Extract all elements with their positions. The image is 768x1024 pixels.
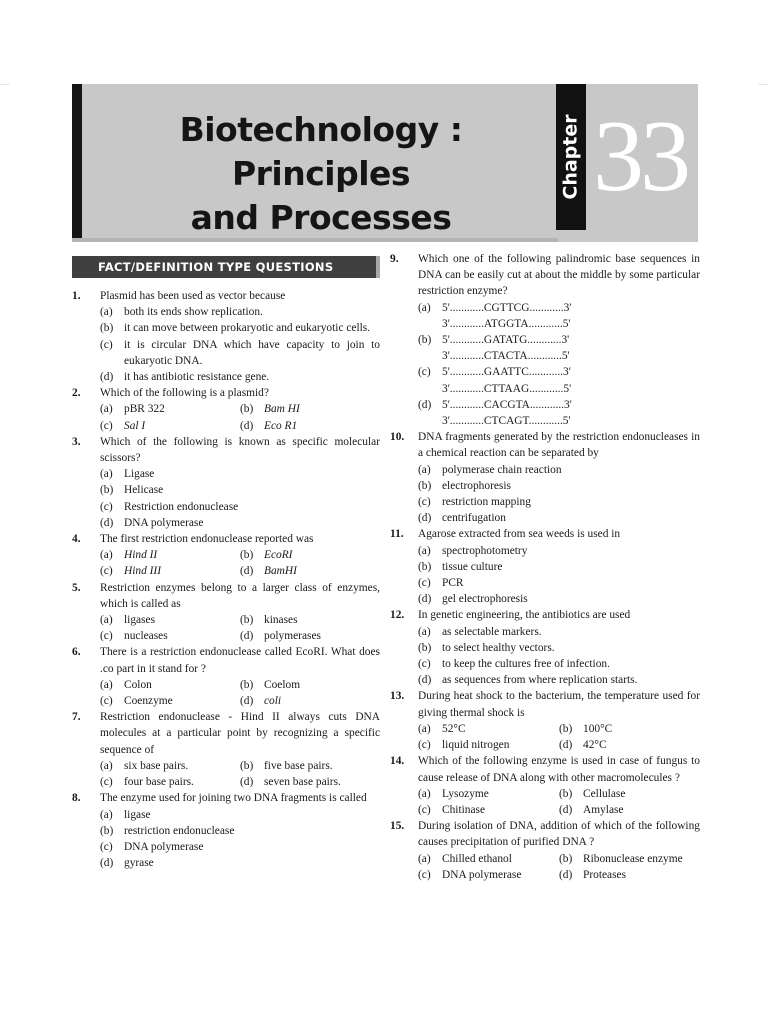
option-label: (b) xyxy=(100,484,114,497)
option-text: Sal I xyxy=(124,419,146,432)
option-label: (a) xyxy=(100,468,113,481)
option xyxy=(418,543,700,559)
option-strand xyxy=(442,413,700,429)
option xyxy=(100,823,380,839)
option xyxy=(100,337,380,369)
option xyxy=(418,510,700,526)
option-label: (b) xyxy=(418,334,432,347)
question-14 xyxy=(390,753,700,785)
option-text: Coelom xyxy=(264,678,301,691)
option-text: spectrophotometry xyxy=(442,544,528,557)
option-label: (b) xyxy=(240,403,254,416)
question-6 xyxy=(72,644,380,676)
option-text: 42°C xyxy=(583,739,607,752)
option xyxy=(100,774,240,790)
option-text: polymerase chain reaction xyxy=(442,463,562,476)
option xyxy=(240,628,380,644)
section-heading-tail xyxy=(376,256,380,278)
option-label: (a) xyxy=(418,544,431,557)
question-13 xyxy=(390,688,700,720)
option xyxy=(240,693,380,709)
question-text: In genetic engineering, the antibiotics are used xyxy=(418,609,631,622)
option-label: (b) xyxy=(418,560,432,573)
option xyxy=(559,721,700,737)
option-label: (a) xyxy=(418,787,431,800)
option xyxy=(240,774,380,790)
option xyxy=(100,628,240,644)
option-text: centrifugation xyxy=(442,512,506,525)
option-label: (b) xyxy=(240,678,254,691)
option-text: Bam HI xyxy=(264,403,300,416)
question-2-options xyxy=(72,401,380,433)
option xyxy=(418,364,700,380)
option xyxy=(100,839,380,855)
question-number: 11. xyxy=(390,528,404,541)
option xyxy=(418,300,700,316)
question-15 xyxy=(390,818,700,850)
question-11 xyxy=(390,526,700,542)
option-label: (c) xyxy=(100,630,113,643)
question-12 xyxy=(390,607,700,623)
option-label: (b) xyxy=(100,322,114,335)
option-text: seven base pairs. xyxy=(264,776,341,789)
option-label: (a) xyxy=(418,852,431,865)
option xyxy=(418,802,559,818)
option-label: (b) xyxy=(559,787,573,800)
option-label: (d) xyxy=(240,565,254,578)
option xyxy=(418,397,700,413)
option-label: (a) xyxy=(100,759,113,772)
option-label: (d) xyxy=(240,695,254,708)
option-text: EcoRI xyxy=(264,549,293,562)
question-5 xyxy=(72,580,380,612)
chapter-number: 33 xyxy=(593,100,687,213)
question-1-options xyxy=(72,304,380,385)
option-text: Helicase xyxy=(124,484,164,497)
option-label: (d) xyxy=(418,593,432,606)
option xyxy=(100,758,240,774)
question-4 xyxy=(72,531,380,547)
option-text: 100°C xyxy=(583,722,613,735)
option xyxy=(418,559,700,575)
option-label: (d) xyxy=(559,739,573,752)
option-label: (b) xyxy=(559,852,573,865)
option xyxy=(418,640,700,656)
chapter-label-text: Chapter xyxy=(560,114,583,200)
option-text: electrophoresis xyxy=(442,479,511,492)
option-text: Hind II xyxy=(124,549,158,562)
option xyxy=(418,624,700,640)
question-number: 13. xyxy=(390,690,405,703)
option-text: to select healthy vectors. xyxy=(442,641,555,654)
question-text: Restriction enzymes belong to a larger class of enzymes, which is called as xyxy=(100,581,380,610)
option xyxy=(100,499,380,515)
option-text: kinases xyxy=(264,614,298,627)
question-7-options xyxy=(72,758,380,790)
option xyxy=(418,721,559,737)
option-text: four base pairs. xyxy=(124,776,194,789)
left-column xyxy=(72,288,380,871)
option-label: (c) xyxy=(418,658,431,671)
sequence-strand: 5'............CGTTCG............3' xyxy=(442,301,572,314)
option xyxy=(418,462,700,478)
option xyxy=(418,494,700,510)
option-label: (a) xyxy=(418,625,431,638)
option-label: (c) xyxy=(100,776,113,789)
option-label: (b) xyxy=(100,824,114,837)
question-1 xyxy=(72,288,380,304)
question-text: During isolation of DNA, addition of which of the following causes precipitation of purified DNA ? xyxy=(418,820,700,849)
question-10 xyxy=(390,429,700,461)
question-text: Which of the following is a plasmid? xyxy=(100,387,269,400)
option-text: tissue culture xyxy=(442,560,503,573)
option-strand xyxy=(442,381,700,397)
option xyxy=(240,418,380,434)
option xyxy=(240,547,380,563)
option xyxy=(418,786,559,802)
option-text: Eco R1 xyxy=(264,419,298,432)
option xyxy=(100,482,380,498)
question-14-options xyxy=(390,786,700,818)
question-9 xyxy=(390,251,700,300)
question-text: The first restriction endonuclease reported was xyxy=(100,533,314,546)
option-label: (a) xyxy=(418,722,431,735)
option-text: both its ends show replication. xyxy=(124,306,263,319)
option xyxy=(100,515,380,531)
option xyxy=(418,851,559,867)
option xyxy=(559,786,700,802)
option-text: Restriction endonuclease xyxy=(124,500,239,513)
section-heading: FACT/DEFINITION TYPE QUESTIONS xyxy=(72,256,376,278)
option-text: as selectable markers. xyxy=(442,625,542,638)
option xyxy=(100,320,380,336)
question-number: 5. xyxy=(72,581,81,594)
option-text: PCR xyxy=(442,577,464,590)
question-number: 7. xyxy=(72,711,81,724)
option xyxy=(100,418,240,434)
option-text: 52°C xyxy=(442,722,466,735)
option-text: BamHI xyxy=(264,565,297,578)
option-text: gel electrophoresis xyxy=(442,593,528,606)
question-text: DNA fragments generated by the restriction endonucleases in a chemical reaction can be separated by xyxy=(418,431,700,460)
question-text: Which of the following enzyme is used in case of fungus to cause release of DNA along with other macromolecules ? xyxy=(418,755,700,784)
question-10-options xyxy=(390,462,700,527)
question-number: 14. xyxy=(390,755,405,768)
option-text: gyrase xyxy=(124,857,154,870)
option-text: ligases xyxy=(124,614,156,627)
option xyxy=(240,758,380,774)
option xyxy=(100,304,380,320)
question-6-options xyxy=(72,677,380,709)
header-left-bar xyxy=(72,84,82,242)
option xyxy=(240,401,380,417)
option xyxy=(559,867,700,883)
question-3-options xyxy=(72,466,380,531)
option-text: DNA polymerase xyxy=(442,868,522,881)
option-text: coli xyxy=(264,695,282,708)
question-number: 10. xyxy=(390,431,405,444)
option-label: (c) xyxy=(418,803,431,816)
option-label: (d) xyxy=(559,868,573,881)
question-number: 15. xyxy=(390,820,405,833)
option-text: Proteases xyxy=(583,868,627,881)
option-label: (d) xyxy=(559,803,573,816)
option-label: (d) xyxy=(240,776,254,789)
option-text: nucleases xyxy=(124,630,168,643)
option-label: (b) xyxy=(240,549,254,562)
question-text: Which one of the following palindromic base sequences in DNA can be easily cut at about the middle by some particular restriction enzyme? xyxy=(418,253,700,298)
option xyxy=(100,807,380,823)
option-text: to keep the cultures free of infection. xyxy=(442,658,610,671)
option xyxy=(240,677,380,693)
option-text: Colon xyxy=(124,678,152,691)
option-label: (c) xyxy=(100,500,113,513)
question-text: The enzyme used for joining two DNA fragments is called xyxy=(100,792,367,805)
chapter-title-line-2: and Processes xyxy=(190,198,452,237)
option xyxy=(240,612,380,628)
option-label: (d) xyxy=(100,516,114,529)
option-label: (d) xyxy=(418,512,432,525)
question-4-options xyxy=(72,547,380,579)
option-text: Hind III xyxy=(124,565,162,578)
option-label: (c) xyxy=(100,419,113,432)
option-label: (c) xyxy=(418,868,431,881)
option-label: (c) xyxy=(418,496,431,509)
option xyxy=(100,693,240,709)
option-text: DNA polymerase xyxy=(124,840,204,853)
option-text: Coenzyme xyxy=(124,695,173,708)
option-text: it can move between prokaryotic and eukaryotic cells. xyxy=(124,322,371,335)
option-text: liquid nitrogen xyxy=(442,739,510,752)
option-text: Cellulase xyxy=(583,787,626,800)
question-5-options xyxy=(72,612,380,644)
option-label: (b) xyxy=(418,641,432,654)
question-12-options xyxy=(390,624,700,689)
sequence-strand: 5'............GAATTC............3' xyxy=(442,366,571,379)
option-text: it has antibiotic resistance gene. xyxy=(124,371,270,384)
sequence-strand: 3'............CTACTA............5' xyxy=(442,350,570,363)
option-text: five base pairs. xyxy=(264,759,333,772)
question-text: During heat shock to the bacterium, the temperature used for giving thermal shock is xyxy=(418,690,700,719)
question-text: Plasmid has been used as vector because xyxy=(100,290,286,302)
option xyxy=(418,672,700,688)
option-label: (a) xyxy=(100,678,113,691)
option-text: as sequences from where replication starts. xyxy=(442,674,638,687)
option-label: (b) xyxy=(240,614,254,627)
option-label: (a) xyxy=(100,549,113,562)
question-2 xyxy=(72,385,380,401)
question-11-options xyxy=(390,543,700,608)
option-label: (a) xyxy=(100,614,113,627)
question-7 xyxy=(72,709,380,758)
sequence-strand: 3'............CTTAAG............5' xyxy=(442,382,572,395)
option-label: (d) xyxy=(240,419,254,432)
question-number: 2. xyxy=(72,387,81,400)
option xyxy=(100,369,380,385)
question-text: Which of the following is known as specific molecular scissors? xyxy=(100,435,380,465)
sequence-strand: 5'............CACGTA............3' xyxy=(442,398,572,411)
option xyxy=(100,401,240,417)
option-text: Chitinase xyxy=(442,803,486,816)
option-label: (c) xyxy=(100,840,113,853)
option xyxy=(559,802,700,818)
option-text: Ligase xyxy=(124,468,155,481)
sequence-strand: 5'............GATATG............3' xyxy=(442,334,570,347)
option-label: (a) xyxy=(100,306,113,319)
question-number: 3. xyxy=(72,435,81,448)
question-number: 6. xyxy=(72,646,81,659)
option xyxy=(100,547,240,563)
sequence-strand: 3'............ATGGTA............5' xyxy=(442,317,571,330)
option xyxy=(418,656,700,672)
question-text: There is a restriction endonuclease called EcoRI. What does .co part in it stand for ? xyxy=(100,646,380,675)
option-label: (d) xyxy=(100,857,114,870)
chapter-title-line-1: Biotechnology : Principles xyxy=(179,110,463,193)
option-strand xyxy=(442,348,700,364)
option xyxy=(559,851,700,867)
sequence-strand: 3'............CTCAGT............5' xyxy=(442,415,571,428)
option-label: (d) xyxy=(100,371,114,384)
option-text: restriction mapping xyxy=(442,496,531,509)
option-label: (c) xyxy=(100,338,113,351)
option xyxy=(100,466,380,482)
option-label: (c) xyxy=(418,739,431,752)
option-label: (d) xyxy=(418,674,432,687)
option-label: (c) xyxy=(418,577,431,590)
option xyxy=(418,591,700,607)
option-text: DNA polymerase xyxy=(124,516,204,529)
option-text: polymerases xyxy=(264,630,321,643)
option xyxy=(100,677,240,693)
option-label: (b) xyxy=(418,479,432,492)
chapter-title xyxy=(96,108,546,240)
option-text: Lysozyme xyxy=(442,787,489,800)
option-label: (d) xyxy=(240,630,254,643)
option-label: (d) xyxy=(418,398,432,411)
option-text: Chilled ethanol xyxy=(442,852,512,865)
option xyxy=(418,478,700,494)
option-label: (c) xyxy=(100,565,113,578)
question-number: 4. xyxy=(72,533,81,546)
question-text: Restriction endonuclease - Hind II always cuts DNA molecules at a particular point by recognizing a specific sequence of xyxy=(100,711,380,756)
option xyxy=(240,563,380,579)
option-label: (c) xyxy=(418,366,431,379)
option xyxy=(418,737,559,753)
option-label: (b) xyxy=(240,759,254,772)
question-number: 1. xyxy=(72,290,81,302)
option xyxy=(100,855,380,871)
option-text: restriction endonuclease xyxy=(124,824,235,837)
question-number: 8. xyxy=(72,792,81,805)
option xyxy=(418,332,700,348)
option-label: (a) xyxy=(418,301,431,314)
question-text: Agarose extracted from sea weeds is used in xyxy=(418,528,621,541)
question-3 xyxy=(72,434,380,466)
question-15-options xyxy=(390,851,700,883)
option xyxy=(100,563,240,579)
right-column xyxy=(390,251,700,883)
option-text: pBR 322 xyxy=(124,403,165,416)
option-label: (c) xyxy=(100,695,113,708)
question-number: 12. xyxy=(390,609,405,622)
option xyxy=(559,737,700,753)
question-8 xyxy=(72,790,380,806)
option-strand xyxy=(442,316,700,332)
question-number: 9. xyxy=(390,253,399,265)
question-9-options xyxy=(390,300,700,430)
option xyxy=(418,867,559,883)
option-text: it is circular DNA which have capacity to join to eukaryotic DNA. xyxy=(124,338,380,367)
option xyxy=(100,612,240,628)
chapter-label xyxy=(556,84,586,230)
option xyxy=(418,575,700,591)
option-text: ligase xyxy=(124,808,151,821)
option-label: (a) xyxy=(418,463,431,476)
option-text: six base pairs. xyxy=(124,759,189,772)
question-8-options xyxy=(72,807,380,872)
question-13-options xyxy=(390,721,700,753)
option-text: Ribonuclease enzyme xyxy=(583,852,683,865)
option-label: (a) xyxy=(100,808,113,821)
option-label: (a) xyxy=(100,403,113,416)
option-text: Amylase xyxy=(583,803,624,816)
option-label: (b) xyxy=(559,722,573,735)
